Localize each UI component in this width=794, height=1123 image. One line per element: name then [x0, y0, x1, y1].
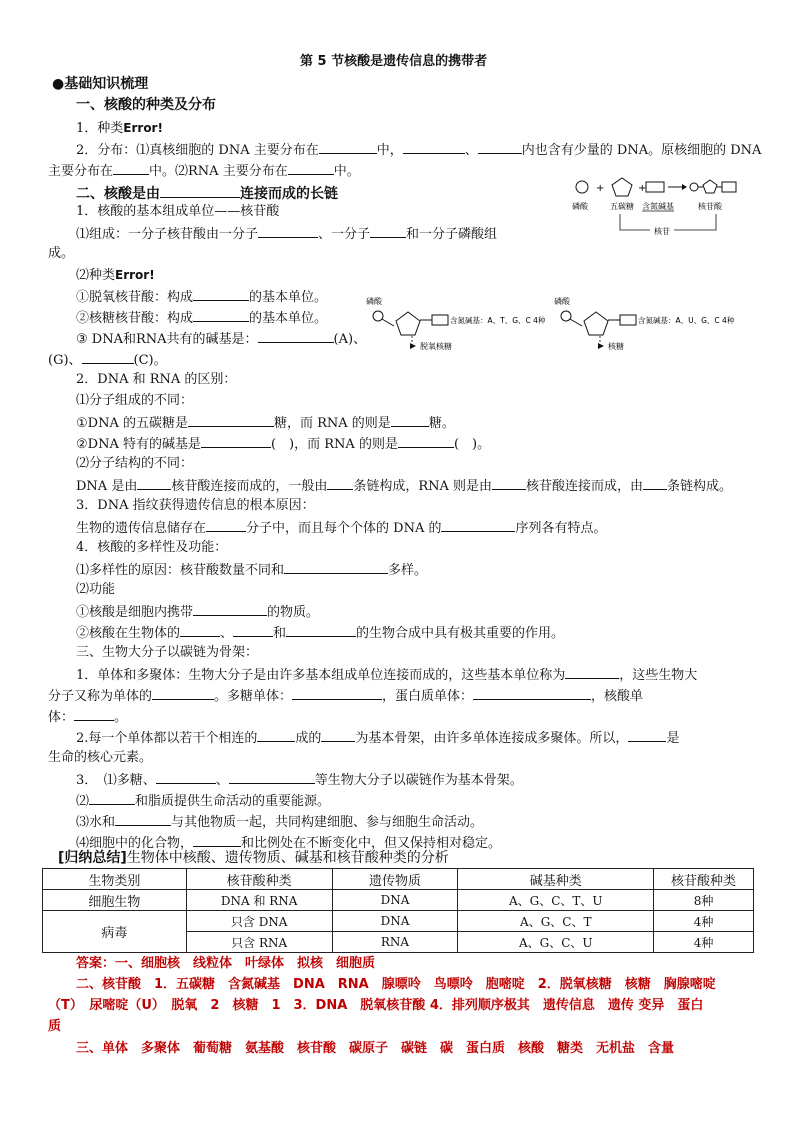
text: 等生物大分子以碳链作为基本骨架。 — [314, 773, 523, 788]
pentose-pentagon-icon — [584, 312, 608, 335]
phosphate-circle-icon — [373, 311, 383, 321]
text: ，蛋白质单体： — [382, 689, 474, 704]
header-cell: 核苷酸种类 — [186, 869, 332, 890]
text: 和一分子磷酸组 — [406, 227, 498, 242]
text: ⑵ — [76, 794, 90, 809]
line-monomer-2 — [48, 687, 643, 705]
table-cell: A、G、C、T、U — [458, 890, 654, 911]
arrow-icon — [410, 343, 416, 349]
line-diversity: 4．核酸的多样性及功能： — [76, 540, 228, 555]
line-sugar — [76, 414, 455, 432]
line-genetic-info — [76, 519, 606, 537]
text: 、 — [464, 143, 478, 158]
error-text: Error! — [115, 268, 155, 282]
blank[interactable] — [288, 162, 334, 175]
text: 成的 — [295, 731, 322, 746]
line-monomer — [76, 666, 697, 684]
line-common-bases-2 — [48, 351, 167, 369]
text: 糖，而 RNA 的则是 — [273, 416, 391, 431]
blank[interactable] — [403, 141, 465, 154]
table-row — [43, 911, 754, 932]
text: 3． ⑴多糖、 — [76, 773, 156, 788]
line-dna-rna-difference: 2．DNA 和 RNA 的区别： — [76, 372, 237, 387]
label-phosphate: 磷酸 — [366, 297, 382, 306]
text: ⑴多样性的原因：核苷酸数量不同和 — [76, 563, 285, 578]
text: 1．单体和多聚体：生物大分子是由许多基本组成单位连接而成的，这些基本单位称为 — [76, 668, 566, 683]
blank[interactable] — [628, 729, 666, 742]
summary-table — [42, 868, 754, 953]
text: 糖。 — [428, 416, 455, 431]
line-function-1 — [76, 603, 319, 621]
blank[interactable] — [284, 561, 388, 574]
text: 生物体中核酸、遗传物质、碱基和核苷酸种类的分析 — [126, 850, 449, 866]
text: 、一分子 — [318, 227, 371, 242]
text: 中。 — [333, 164, 360, 179]
text: 、 — [220, 626, 234, 641]
heading-long-chain — [76, 183, 338, 202]
line-structure: ⑵分子结构的不同： — [76, 456, 194, 471]
text: 条链构成，RNA 则是由 — [353, 479, 493, 494]
blank[interactable] — [643, 477, 667, 490]
blank[interactable] — [233, 624, 273, 637]
base-rectangle-icon — [646, 182, 664, 192]
label-phosphate: 磷酸 — [554, 297, 570, 306]
text: ⑶水和 — [76, 815, 116, 830]
nucleotide-structure-diagram — [566, 174, 756, 248]
table-cell: A、G、C、T — [458, 911, 654, 932]
text: 与其他物质一起，共同构建细胞、参与细胞生命活动。 — [171, 815, 484, 830]
text: ②DNA 特有的碱基是 — [76, 437, 201, 452]
answer-line-1: 答案：一、细胞核 线粒体 叶绿体 拟核 细胞质 — [76, 956, 376, 971]
text: ⑴组成：一分子核苷酸由一分子 — [76, 227, 259, 242]
text: 中， — [376, 143, 403, 158]
summary-tag: [归纳总结] — [58, 850, 127, 866]
line-carbon-atoms — [76, 729, 679, 747]
line-basic-unit: 1．核酸的基本组成单位——核苷酸 — [76, 204, 280, 219]
text: 的基本单位。 — [249, 290, 328, 305]
phosphate-circle-icon — [576, 181, 588, 193]
blank[interactable] — [370, 225, 406, 238]
text: 2．分布：⑴真核细胞的 DNA 主要分布在 — [76, 143, 319, 158]
label-sugar-rna: 核糖 — [608, 342, 624, 351]
pentose-pentagon-icon — [396, 312, 420, 335]
text: (C)。 — [133, 353, 167, 368]
text: 的基本单位。 — [249, 311, 328, 326]
text: 核苷酸连接而成，由 — [526, 479, 644, 494]
blank[interactable] — [292, 687, 382, 700]
table-cell: 只含 RNA — [186, 932, 332, 953]
line-distribution — [76, 141, 761, 159]
text: ①DNA 的五碳糖是 — [76, 416, 188, 431]
answer-line-4: 质 — [48, 1019, 62, 1034]
text: ，核酸单 — [591, 689, 644, 704]
line-water — [76, 813, 483, 831]
line-carbon-skeleton: 三、生物大分子以碳链为骨架： — [76, 645, 259, 660]
table-cell: RNA — [332, 932, 458, 953]
table-header-row — [43, 869, 754, 890]
blank[interactable] — [113, 162, 149, 175]
blank[interactable] — [160, 183, 240, 198]
line-diversity-cause — [76, 561, 427, 579]
text: 生物的遗传信息储存在 — [76, 521, 207, 536]
blank[interactable] — [193, 288, 249, 301]
blank[interactable] — [258, 330, 334, 343]
line-deoxy — [76, 288, 327, 306]
line-monomer-3 — [48, 708, 127, 726]
blank[interactable] — [319, 141, 377, 154]
blank[interactable] — [286, 624, 356, 637]
text: (G)、 — [48, 353, 82, 368]
line-types — [76, 120, 163, 137]
text: 二、核酸是由 — [76, 186, 160, 202]
plus-sign: + — [596, 183, 605, 194]
text: 分子又称为单体的 — [48, 689, 153, 704]
plus-sign: + — [638, 183, 647, 194]
table-cell: DNA — [332, 911, 458, 932]
text: 主要分布在 — [48, 164, 114, 179]
line-ribo — [76, 309, 327, 327]
error-text: Error! — [123, 121, 163, 135]
blank[interactable] — [473, 687, 591, 700]
base-rectangle-icon — [620, 315, 636, 325]
text: 、 — [215, 773, 229, 788]
text: ①核酸是细胞内携带 — [76, 605, 194, 620]
blank[interactable] — [156, 771, 216, 784]
phosphate-circle-icon — [561, 311, 571, 321]
blank[interactable] — [188, 414, 274, 427]
blank[interactable] — [137, 477, 171, 490]
text: 的物质。 — [267, 605, 320, 620]
text: 条链构成。 — [667, 479, 733, 494]
text: ①脱氧核苷酸：构成 — [76, 290, 194, 305]
line-distribution-2 — [48, 162, 360, 180]
arrow-icon — [598, 343, 604, 349]
text: ( )。 — [453, 437, 491, 452]
blank[interactable] — [74, 708, 114, 721]
blank[interactable] — [201, 435, 271, 448]
text: 分子中，而且每个个体的 DNA 的 — [246, 521, 442, 536]
header-cell: 碱基种类 — [458, 869, 654, 890]
blank[interactable] — [152, 687, 214, 700]
text: 内也含有少量的 DNA。原核细胞的 DNA — [521, 143, 762, 158]
section-basic-knowledge: ●基础知识梳理 — [52, 76, 149, 92]
table-cell: 病毒 — [43, 911, 187, 953]
blank[interactable] — [327, 477, 353, 490]
table-cell: 细胞生物 — [43, 890, 187, 911]
line-dna-fingerprint: 3．DNA 指纹获得遗传信息的根本原因： — [76, 498, 315, 513]
text: 为基本骨架，由许多单体连接成多聚体。所以， — [355, 731, 629, 746]
blank[interactable] — [391, 414, 429, 427]
text: 的生物合成中具有极其重要的作用。 — [356, 626, 565, 641]
ribonucleotide-diagram — [552, 294, 742, 352]
table-cell: 4种 — [654, 932, 754, 953]
blank[interactable] — [478, 141, 522, 154]
table-cell: DNA 和 RNA — [186, 890, 332, 911]
blank[interactable] — [492, 477, 526, 490]
line-common-bases — [76, 330, 366, 348]
blank[interactable] — [115, 813, 171, 826]
label-phosphate: 磷酸 — [572, 202, 588, 211]
text: ，这些生物大 — [619, 668, 698, 683]
blank[interactable] — [565, 666, 619, 679]
text: 1．种类 — [76, 121, 124, 136]
line-core-element: 生命的核心元素。 — [48, 750, 153, 765]
blank[interactable] — [398, 435, 454, 448]
text: 中。⑵RNA 主要分布在 — [149, 164, 288, 179]
header-cell: 核苷酸种类 — [654, 869, 754, 890]
text: 体： — [48, 710, 75, 725]
line-composition — [76, 225, 497, 243]
label-base: 含氮碱基 — [642, 202, 674, 211]
line-function: ⑵功能 — [76, 582, 116, 597]
arrow-icon — [682, 184, 687, 190]
text: ②核糖核苷酸：构成 — [76, 311, 194, 326]
label-nucleotide: 核苷酸 — [698, 202, 722, 211]
blank[interactable] — [258, 225, 318, 238]
table-cell: 8种 — [654, 890, 754, 911]
line-function-2 — [76, 624, 564, 642]
table-cell: 只含 DNA — [186, 911, 332, 932]
blank[interactable] — [441, 519, 515, 532]
page-title: 第 5 节核酸是遗传信息的携带者 — [300, 54, 488, 69]
line-special-base — [76, 435, 490, 453]
text: ( )，而 RNA 的则是 — [270, 437, 398, 452]
summary-heading — [58, 850, 449, 866]
text: ②核酸在生物体的 — [76, 626, 181, 641]
blank[interactable] — [193, 834, 241, 847]
table-cell: 4种 — [654, 911, 754, 932]
table-cell: A、G、C、U — [458, 932, 654, 953]
blank[interactable] — [180, 624, 220, 637]
text: 多样。 — [388, 563, 428, 578]
blank[interactable] — [206, 519, 246, 532]
text: 核苷酸连接而成的，一般由 — [171, 479, 328, 494]
header-cell: 遗传物质 — [332, 869, 458, 890]
answer-line-2: 二、核苷酸 1．五碳糖 含氮碱基 DNA RNA 腺嘌呤 鸟嘌呤 胞嘧啶 2．脱氧核糖 核糖 胸腺嘧啶 — [76, 977, 716, 992]
line-strands — [76, 477, 732, 495]
text: 和比例处在不断变化中，但又保持相对稳定。 — [241, 836, 502, 851]
table-cell: DNA — [332, 890, 458, 911]
text: 是 — [666, 731, 680, 746]
header-cell: 生物类别 — [43, 869, 187, 890]
text: 。多糖单体： — [214, 689, 293, 704]
blank[interactable] — [229, 771, 315, 784]
text: (A)、 — [333, 332, 367, 347]
label-pentose: 五碳糖 — [610, 202, 634, 211]
line-energy — [76, 792, 330, 810]
label-base-dna: 含氮碱基：A、T、G、C 4种 — [450, 316, 546, 325]
heading-nucleic-acid-types: 一、核酸的种类及分布 — [76, 97, 216, 113]
label-sugar-dna: 脱氧核糖 — [420, 342, 452, 351]
blank[interactable] — [193, 309, 249, 322]
base-rectangle-icon — [432, 315, 448, 325]
label-base-rna: 含氮碱基：A、U、G、C 4种 — [638, 316, 735, 325]
text: DNA 是由 — [76, 479, 138, 494]
text: 。 — [114, 710, 128, 725]
line-composition-2: 成。 — [48, 246, 75, 261]
deoxynucleotide-diagram — [364, 294, 554, 352]
text: ③ DNA和RNA共有的碱基是： — [76, 332, 258, 347]
text: ⑵种类 — [76, 268, 116, 283]
blank[interactable] — [257, 729, 295, 742]
label-nucleoside: 核苷 — [654, 227, 670, 236]
answer-line-3: （T） 尿嘧啶（U） 脱氧 2 核糖 1 3．DNA 脱氧核苷酸 4．排列顺序极其 遗传信息 遗传 变异 蛋白 — [48, 998, 704, 1013]
line-molecular-composition: ⑴分子组成的不同： — [76, 393, 194, 408]
text: 和 — [273, 626, 287, 641]
text: 2.每一个单体都以若干个相连的 — [76, 731, 258, 746]
blank[interactable] — [82, 351, 134, 364]
blank[interactable] — [89, 792, 135, 805]
table-row — [43, 890, 754, 911]
answer-line-5: 三、单体 多聚体 葡萄糖 氨基酸 核苷酸 碳原子 碳链 碳 蛋白质 核酸 糖类 无机盐 含量 — [76, 1041, 675, 1056]
line-kinds — [76, 267, 155, 284]
text: ⑷细胞中的化合物， — [76, 836, 194, 851]
blank[interactable] — [321, 729, 355, 742]
text: 连接而成的长链 — [240, 186, 338, 202]
line-macromolecules — [76, 771, 523, 789]
pentose-pentagon-icon — [612, 178, 632, 196]
text: 序列各有特点。 — [515, 521, 607, 536]
blank[interactable] — [193, 603, 267, 616]
text: 和脂质提供生命活动的重要能源。 — [135, 794, 331, 809]
